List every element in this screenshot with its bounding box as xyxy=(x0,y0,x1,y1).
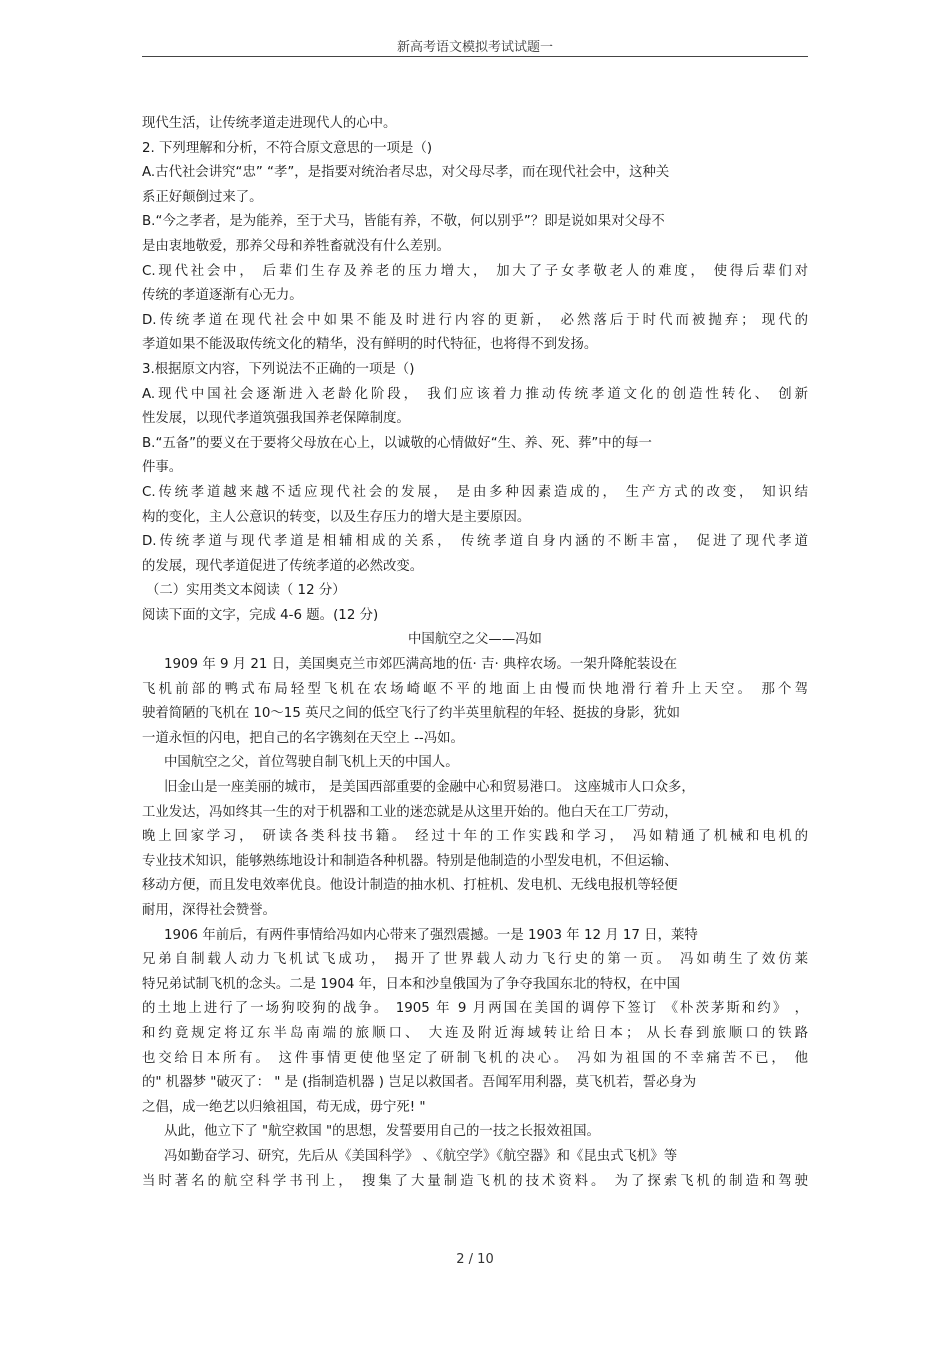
text-line: 系正好颠倒过来了。 xyxy=(142,189,263,205)
text-line: C.传统孝道越来越不适应现代社会的发展， 是由多种因素造成的， 生产方式的改变， 知识结 xyxy=(142,484,808,500)
text-line: 飞机前部的鸭式布局轻型飞机在农场崎岖不平的地面上由慢而快地滑行着升上天空。 那个驾 xyxy=(142,681,808,697)
text-line: D.传统孝道在现代社会中如果不能及时进行内容的更新， 必然落后于时代而被抛弃； 现代的 xyxy=(142,312,808,328)
text-line: 工业发达，冯如终其一生的对于机器和工业的迷恋就是从这里开始的。他白天在工厂劳动， xyxy=(142,804,678,820)
text-line: 传统的孝道逐渐有心无力。 xyxy=(142,288,303,304)
text-line: 孝道如果不能汲取传统文化的精华，没有鲜明的时代特征，也将得不到发扬。 xyxy=(142,337,598,353)
text-line: 耐用，深得社会赞誉。 xyxy=(142,903,276,918)
text-line: 当时著名的航空科学书刊上， 搜集了大量制造飞机的技术资料。 为了探索飞机的制造和驾驶 xyxy=(142,1173,808,1189)
text-line: 移动方便，而且发电效率优良。他设计制造的抽水机、打桩机、发电机、无线电报机等轻便 xyxy=(142,878,678,894)
document-body xyxy=(142,112,808,1194)
text-line: 1909 年 9 月 21 日，美国奥克兰市郊匹满高地的伍· 吉· 典梓农场。一架升降舵装设在 xyxy=(164,657,678,673)
text-line: 冯如勤奋学习、研究，先后从《美国科学》 、《航空学》《航空器》和《昆虫式飞机》等 xyxy=(164,1148,678,1164)
text-line: 性发展，以现代孝道筑强我国养老保障制度。 xyxy=(142,411,410,427)
text-line: 旧金山是一座美丽的城市， 是美国西部重要的金融中心和贸易港口。 这座城市人口众多， xyxy=(164,780,695,796)
page-header-title: 新高考语文模拟考试试题一 xyxy=(396,40,553,55)
text-line: 2. 下列理解和分析，不符合原文意思的一项是（) xyxy=(142,140,433,156)
text-line: 1906 年前后，有两件事情给冯如内心带来了强烈震撼。一是 1903 年 12 月 17 日，莱特 xyxy=(164,927,698,943)
text-line: 中国航空之父，首位驾驶自制飞机上天的中国人。 xyxy=(164,755,459,771)
text-line: B.“五备”的要义在于要将父母放在心上，以诚敬的心情做好“生、养、死、葬”中的每一 xyxy=(142,435,652,451)
text-line: 之倡，成一绝艺以归飨祖国，苟无成，毋宁死! " xyxy=(142,1099,426,1115)
text-line: D.传统孝道与现代孝道是相辅相成的关系， 传统孝道自身内涵的不断丰富， 促进了现代孝道 xyxy=(142,534,808,550)
text-line: 件事。 xyxy=(142,460,183,476)
text-line: 构的变化，主人公意识的转变，以及生存压力的增大是主要原因。 xyxy=(142,509,531,525)
text-line: （二）实用类文本阅读（ 12 分） xyxy=(146,583,346,599)
text-line: 驶着简陋的飞机在 10～15 英尺之间的低空飞行了约半英里航程的年轻、挺拔的身影，犹如 xyxy=(142,706,681,722)
text-line: 特兄弟试制飞机的念头。二是 1904 年，日本和沙皇俄国为了争夺我国东北的特权，在中国 xyxy=(142,976,681,992)
text-line: A.古代社会讲究“忠” “孝”，是指要对统治者尽忠，对父母尽孝，而在现代社会中，这种关 xyxy=(142,165,670,181)
text-line: 和约竟规定将辽东半岛南端的旅顺口、 大连及附近海域转让给日本； 从长春到旅顺口的铁路 xyxy=(142,1025,808,1041)
text-line: 的" 机器梦 "破灭了： " 是 (指制造机器 ) 岂足以救国者。吾闻军用利器，莫飞机若，誓必身为 xyxy=(142,1075,697,1091)
text-line: 的土地上进行了一场狗咬狗的战争。 1905 年 9 月两国在美国的调停下签订 《朴茨茅斯和约》 ， xyxy=(142,1001,808,1017)
text-line: 晚上回家学习， 研读各类科技书籍。 经过十年的工作实践和学习， 冯如精通了机械和电机的 xyxy=(142,829,808,845)
text-line: A.现代中国社会逐渐进入老龄化阶段， 我们应该着力推动传统孝道文化的创造性转化、 创新 xyxy=(142,386,808,402)
text-line: 一道永恒的闪电，把自己的名字镌刻在天空上 --冯如。 xyxy=(142,730,464,746)
text-line: 也交给日本所有。 这件事情更使他坚定了研制飞机的决心。 冯如为祖国的不幸痛苦不已， 他 xyxy=(142,1050,808,1066)
text-line: 3.根据原文内容，下列说法不正确的一项是（) xyxy=(142,361,415,377)
text-line: 是由衷地敬爱，那养父母和养牲畜就没有什么差别。 xyxy=(142,238,450,254)
header-divider xyxy=(142,56,808,57)
text-line: 兄弟自制载人动力飞机试飞成功， 揭开了世界载人动力飞行史的第一页。 冯如萌生了效仿莱 xyxy=(142,952,808,968)
text-line: C.现代社会中， 后辈们生存及养老的压力增大， 加大了子女孝敬老人的难度， 使得后辈们对 xyxy=(142,263,808,279)
page-number: 2 / 10 xyxy=(456,1252,494,1267)
text-line: 现代生活，让传统孝道走进现代人的心中。 xyxy=(142,116,397,131)
text-line: B.“今之孝者，是为能养，至于犬马，皆能有养，不敬，何以别乎”？即是说如果对父母不 xyxy=(142,214,665,230)
text-line: 从此，他立下了 "航空救国 "的思想，发誓要用自己的一技之长报效祖国。 xyxy=(164,1124,600,1140)
text-line: 阅读下面的文字，完成 4-6 题。(12 分) xyxy=(142,607,379,623)
text-line: 专业技术知识，能够熟练地设计和制造各种机器。特别是他制造的小型发电机，不但运输、 xyxy=(142,853,678,869)
text-line: 的发展，现代孝道促进了传统孝道的必然改变。 xyxy=(142,558,424,574)
text-line: 中国航空之父——冯如 xyxy=(408,632,542,648)
